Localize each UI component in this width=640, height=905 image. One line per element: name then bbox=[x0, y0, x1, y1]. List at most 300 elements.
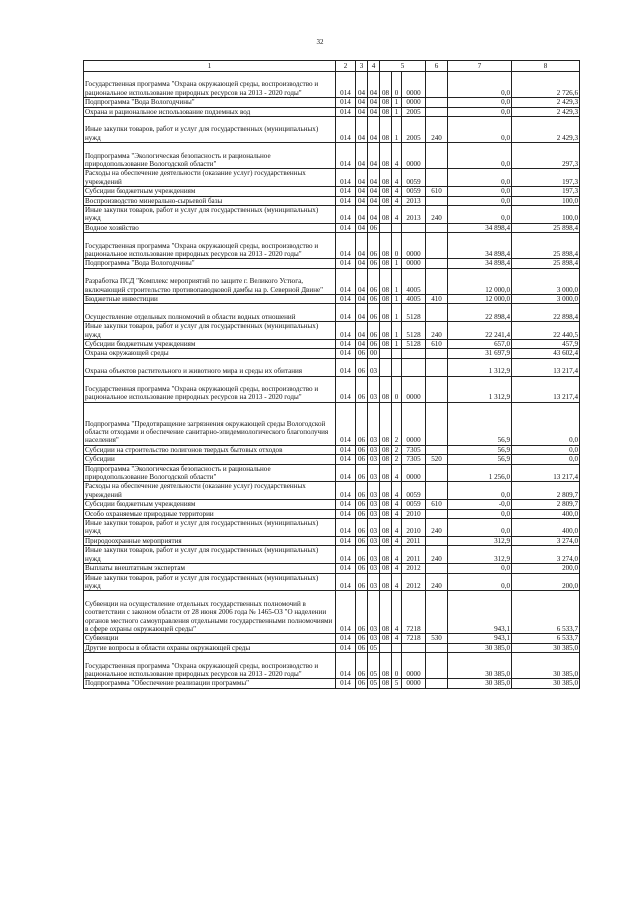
cell-ministry-code: 014 bbox=[336, 268, 356, 294]
cell-expense-type-code bbox=[426, 304, 448, 322]
cell-subsection-code: 04 bbox=[368, 169, 380, 187]
cell-section-code: 06 bbox=[356, 482, 368, 500]
cell-direction-code: 0059 bbox=[402, 482, 426, 500]
row-description: Субвенции на осуществление отдельных государственных полномочий в соответствии с законом области от 28 июня 2006 года № 1465-ОЗ "О наделении органов местного самоуправления отдельными государственными полномочиями в сфере охраны окружающей среды" bbox=[84, 591, 336, 634]
cell-program-code bbox=[380, 349, 392, 358]
table-row bbox=[84, 564, 580, 573]
cell-section-code: 06 bbox=[356, 509, 368, 518]
cell-ministry-code: 014 bbox=[336, 187, 356, 196]
cell-direction-code: 2012 bbox=[402, 564, 426, 573]
cell-amount-2015: 34 898,4 bbox=[448, 223, 512, 232]
cell-amount-2016: 3 000,0 bbox=[512, 295, 580, 304]
cell-program-code: 08 bbox=[380, 509, 392, 518]
cell-amount-2016: 197,3 bbox=[512, 169, 580, 187]
cell-amount-2016: 200,0 bbox=[512, 564, 580, 573]
column-header: 3 bbox=[356, 61, 368, 72]
cell-direction-code: 2013 bbox=[402, 206, 426, 224]
row-description: Охрана окружающей среды bbox=[84, 349, 336, 358]
row-description: Иные закупки товаров, работ и услуг для государственных (муниципальных) нужд bbox=[84, 519, 336, 537]
cell-direction-code: 2005 bbox=[402, 117, 426, 143]
row-description: Разработка ПСД "Комплекс мероприятий по защите г. Великого Устюга, включающий строительство противопаводковой дамбы на р. Северной Двине" bbox=[84, 268, 336, 294]
cell-subprogram-code: 1 bbox=[392, 304, 402, 322]
cell-amount-2015: 34 898,4 bbox=[448, 259, 512, 268]
cell-ministry-code: 014 bbox=[336, 223, 356, 232]
cell-ministry-code: 014 bbox=[336, 304, 356, 322]
row-description: Природоохранные мероприятия bbox=[84, 536, 336, 545]
cell-ministry-code: 014 bbox=[336, 206, 356, 224]
cell-expense-type-code bbox=[426, 509, 448, 518]
cell-ministry-code: 014 bbox=[336, 464, 356, 482]
cell-subprogram-code bbox=[392, 643, 402, 652]
cell-amount-2015: -0,0 bbox=[448, 500, 512, 509]
column-header: 7 bbox=[448, 61, 512, 72]
cell-subsection-code: 06 bbox=[368, 268, 380, 294]
cell-direction-code: 5128 bbox=[402, 340, 426, 349]
cell-subsection-code: 06 bbox=[368, 304, 380, 322]
row-description: Осуществление отдельных полномочий в области водных отношений bbox=[84, 304, 336, 322]
cell-subsection-code: 03 bbox=[368, 509, 380, 518]
cell-direction-code: 0059 bbox=[402, 500, 426, 509]
cell-amount-2016: 22 898,4 bbox=[512, 304, 580, 322]
cell-amount-2016: 457,9 bbox=[512, 340, 580, 349]
cell-program-code: 08 bbox=[380, 322, 392, 340]
cell-section-code: 04 bbox=[356, 169, 368, 187]
cell-subsection-code: 03 bbox=[368, 500, 380, 509]
cell-subsection-code: 03 bbox=[368, 455, 380, 464]
cell-amount-2016: 13 217,4 bbox=[512, 464, 580, 482]
cell-amount-2015: 0,0 bbox=[448, 169, 512, 187]
cell-subprogram-code: 4 bbox=[392, 591, 402, 634]
cell-program-code: 08 bbox=[380, 634, 392, 643]
cell-subsection-code: 06 bbox=[368, 223, 380, 232]
table-row bbox=[84, 376, 580, 402]
cell-subsection-code: 04 bbox=[368, 143, 380, 169]
row-description: Подпрограмма "Обеспечение реализации программы" bbox=[84, 679, 336, 688]
table-row bbox=[84, 643, 580, 652]
cell-program-code: 08 bbox=[380, 143, 392, 169]
cell-program-code: 08 bbox=[380, 98, 392, 107]
cell-subsection-code: 04 bbox=[368, 206, 380, 224]
cell-ministry-code: 014 bbox=[336, 72, 356, 98]
cell-expense-type-code bbox=[426, 349, 448, 358]
cell-amount-2015: 56,9 bbox=[448, 445, 512, 454]
cell-program-code: 08 bbox=[380, 295, 392, 304]
cell-amount-2016: 13 217,4 bbox=[512, 376, 580, 402]
cell-amount-2016: 13 217,4 bbox=[512, 358, 580, 376]
cell-amount-2015: 0,0 bbox=[448, 98, 512, 107]
cell-subprogram-code: 4 bbox=[392, 187, 402, 196]
cell-amount-2016: 197,3 bbox=[512, 187, 580, 196]
row-description: Субсидии бюджетным учреждениям bbox=[84, 340, 336, 349]
cell-amount-2015: 12 000,0 bbox=[448, 295, 512, 304]
cell-amount-2015: 943,1 bbox=[448, 591, 512, 634]
cell-subsection-code: 06 bbox=[368, 259, 380, 268]
cell-subsection-code: 03 bbox=[368, 445, 380, 454]
cell-section-code: 06 bbox=[356, 519, 368, 537]
cell-amount-2015: 1 312,9 bbox=[448, 358, 512, 376]
table-row bbox=[84, 519, 580, 537]
cell-amount-2016: 0,0 bbox=[512, 402, 580, 445]
cell-amount-2016: 30 385,0 bbox=[512, 653, 580, 679]
cell-subsection-code: 03 bbox=[368, 536, 380, 545]
cell-ministry-code: 014 bbox=[336, 143, 356, 169]
cell-amount-2016: 30 385,0 bbox=[512, 643, 580, 652]
cell-amount-2016: 30 385,0 bbox=[512, 679, 580, 688]
cell-subprogram-code: 4 bbox=[392, 143, 402, 169]
row-description: Водное хозяйство bbox=[84, 223, 336, 232]
table-row bbox=[84, 304, 580, 322]
cell-direction-code: 7218 bbox=[402, 634, 426, 643]
cell-subprogram-code: 4 bbox=[392, 482, 402, 500]
page-number: 32 bbox=[316, 38, 324, 46]
cell-subsection-code: 06 bbox=[368, 322, 380, 340]
cell-program-code: 08 bbox=[380, 72, 392, 98]
cell-section-code: 06 bbox=[356, 455, 368, 464]
cell-subprogram-code: 4 bbox=[392, 536, 402, 545]
table-row bbox=[84, 340, 580, 349]
cell-ministry-code: 014 bbox=[336, 546, 356, 564]
cell-subsection-code: 03 bbox=[368, 546, 380, 564]
cell-subprogram-code bbox=[392, 223, 402, 232]
cell-direction-code: 2010 bbox=[402, 509, 426, 518]
table-row bbox=[84, 536, 580, 545]
row-description: Другие вопросы в области охраны окружающей среды bbox=[84, 643, 336, 652]
table-row bbox=[84, 206, 580, 224]
cell-program-code: 08 bbox=[380, 536, 392, 545]
cell-amount-2015: 30 385,0 bbox=[448, 653, 512, 679]
cell-direction-code: 2005 bbox=[402, 107, 426, 116]
cell-section-code: 06 bbox=[356, 573, 368, 591]
cell-expense-type-code bbox=[426, 233, 448, 259]
cell-amount-2016: 0,0 bbox=[512, 455, 580, 464]
cell-subprogram-code: 4 bbox=[392, 634, 402, 643]
cell-program-code: 08 bbox=[380, 233, 392, 259]
table-row bbox=[84, 679, 580, 688]
cell-expense-type-code bbox=[426, 169, 448, 187]
cell-subsection-code: 05 bbox=[368, 679, 380, 688]
cell-program-code: 08 bbox=[380, 482, 392, 500]
cell-subprogram-code: 4 bbox=[392, 196, 402, 205]
table-row bbox=[84, 143, 580, 169]
cell-amount-2015: 22 241,4 bbox=[448, 322, 512, 340]
row-description: Субвенции bbox=[84, 634, 336, 643]
row-description: Особо охраняемые природные территории bbox=[84, 509, 336, 518]
cell-amount-2015: 31 697,9 bbox=[448, 349, 512, 358]
cell-program-code: 08 bbox=[380, 653, 392, 679]
cell-amount-2016: 2 809,7 bbox=[512, 500, 580, 509]
cell-amount-2015: 0,0 bbox=[448, 187, 512, 196]
cell-expense-type-code: 240 bbox=[426, 206, 448, 224]
table-row bbox=[84, 268, 580, 294]
cell-subsection-code: 06 bbox=[368, 233, 380, 259]
cell-amount-2015: 657,0 bbox=[448, 340, 512, 349]
cell-subsection-code: 03 bbox=[368, 358, 380, 376]
cell-expense-type-code bbox=[426, 196, 448, 205]
cell-direction-code: 5128 bbox=[402, 304, 426, 322]
cell-amount-2015: 0,0 bbox=[448, 519, 512, 537]
cell-subsection-code: 03 bbox=[368, 482, 380, 500]
cell-expense-type-code bbox=[426, 445, 448, 454]
cell-direction-code: 4005 bbox=[402, 295, 426, 304]
cell-direction-code: 0000 bbox=[402, 464, 426, 482]
cell-expense-type-code bbox=[426, 482, 448, 500]
cell-direction-code: 0000 bbox=[402, 233, 426, 259]
cell-amount-2016: 22 440,5 bbox=[512, 322, 580, 340]
cell-subsection-code: 05 bbox=[368, 643, 380, 652]
header-row bbox=[84, 61, 580, 72]
cell-subsection-code: 03 bbox=[368, 634, 380, 643]
cell-program-code: 08 bbox=[380, 573, 392, 591]
cell-subprogram-code: 4 bbox=[392, 206, 402, 224]
cell-subsection-code: 00 bbox=[368, 349, 380, 358]
cell-program-code bbox=[380, 643, 392, 652]
table-row bbox=[84, 295, 580, 304]
cell-direction-code: 0000 bbox=[402, 679, 426, 688]
cell-section-code: 04 bbox=[356, 187, 368, 196]
cell-section-code: 06 bbox=[356, 464, 368, 482]
column-header: 6 bbox=[426, 61, 448, 72]
cell-amount-2015: 0,0 bbox=[448, 143, 512, 169]
cell-section-code: 04 bbox=[356, 304, 368, 322]
cell-subsection-code: 03 bbox=[368, 464, 380, 482]
cell-amount-2016: 400,0 bbox=[512, 509, 580, 518]
cell-subsection-code: 04 bbox=[368, 187, 380, 196]
table-row bbox=[84, 573, 580, 591]
row-description: Подпрограмма "Вода Вологодчины" bbox=[84, 98, 336, 107]
cell-subsection-code: 04 bbox=[368, 196, 380, 205]
cell-direction-code: 2010 bbox=[402, 519, 426, 537]
cell-ministry-code: 014 bbox=[336, 536, 356, 545]
cell-ministry-code: 014 bbox=[336, 98, 356, 107]
row-description: Иные закупки товаров, работ и услуг для государственных (муниципальных) нужд bbox=[84, 117, 336, 143]
cell-section-code: 04 bbox=[356, 206, 368, 224]
cell-section-code: 06 bbox=[356, 591, 368, 634]
row-description: Бюджетные инвестиции bbox=[84, 295, 336, 304]
row-description: Субсидии на строительство полигонов твердых бытовых отходов bbox=[84, 445, 336, 454]
table-row bbox=[84, 455, 580, 464]
cell-amount-2015: 0,0 bbox=[448, 573, 512, 591]
cell-program-code: 08 bbox=[380, 169, 392, 187]
cell-subprogram-code: 0 bbox=[392, 72, 402, 98]
cell-ministry-code: 014 bbox=[336, 564, 356, 573]
table-row bbox=[84, 72, 580, 98]
cell-amount-2015: 312,9 bbox=[448, 546, 512, 564]
cell-subsection-code: 04 bbox=[368, 72, 380, 98]
cell-expense-type-code: 410 bbox=[426, 295, 448, 304]
cell-section-code: 04 bbox=[356, 340, 368, 349]
row-description: Иные закупки товаров, работ и услуг для государственных (муниципальных) нужд bbox=[84, 322, 336, 340]
cell-section-code: 04 bbox=[356, 295, 368, 304]
table-row bbox=[84, 358, 580, 376]
cell-ministry-code: 014 bbox=[336, 591, 356, 634]
cell-subprogram-code: 2 bbox=[392, 445, 402, 454]
row-description: Государственная программа "Охрана окружающей среды, воспроизводство и рациональное использование природных ресурсов на 2013 - 2020 годы" bbox=[84, 653, 336, 679]
cell-section-code: 04 bbox=[356, 117, 368, 143]
cell-subprogram-code: 1 bbox=[392, 295, 402, 304]
cell-amount-2015: 30 385,0 bbox=[448, 643, 512, 652]
table-row bbox=[84, 169, 580, 187]
cell-section-code: 06 bbox=[356, 500, 368, 509]
table-row bbox=[84, 464, 580, 482]
cell-direction-code: 7305 bbox=[402, 445, 426, 454]
row-description: Иные закупки товаров, работ и услуг для государственных (муниципальных) нужд bbox=[84, 206, 336, 224]
table-row bbox=[84, 500, 580, 509]
cell-program-code: 08 bbox=[380, 464, 392, 482]
cell-direction-code: 2011 bbox=[402, 546, 426, 564]
cell-expense-type-code bbox=[426, 464, 448, 482]
cell-subprogram-code: 4 bbox=[392, 564, 402, 573]
cell-amount-2016: 25 898,4 bbox=[512, 233, 580, 259]
cell-subsection-code: 03 bbox=[368, 591, 380, 634]
row-description: Расходы на обеспечение деятельности (оказание услуг) государственных учреждений bbox=[84, 482, 336, 500]
table-row bbox=[84, 187, 580, 196]
cell-amount-2015: 34 898,4 bbox=[448, 233, 512, 259]
row-description: Подпрограмма "Вода Вологодчины" bbox=[84, 259, 336, 268]
cell-amount-2016: 3 274,0 bbox=[512, 546, 580, 564]
row-description: Охрана и рациональное использование подземных вод bbox=[84, 107, 336, 116]
row-description: Иные закупки товаров, работ и услуг для государственных (муниципальных) нужд bbox=[84, 546, 336, 564]
cell-section-code: 04 bbox=[356, 322, 368, 340]
cell-section-code: 06 bbox=[356, 643, 368, 652]
row-description: Иные закупки товаров, работ и услуг для государственных (муниципальных) нужд bbox=[84, 573, 336, 591]
cell-subprogram-code: 1 bbox=[392, 117, 402, 143]
cell-ministry-code: 014 bbox=[336, 634, 356, 643]
column-header: 8 bbox=[512, 61, 580, 72]
cell-subsection-code: 06 bbox=[368, 295, 380, 304]
row-description: Субсидии bbox=[84, 455, 336, 464]
cell-amount-2015: 1 312,9 bbox=[448, 376, 512, 402]
cell-amount-2015: 0,0 bbox=[448, 196, 512, 205]
cell-ministry-code: 014 bbox=[336, 349, 356, 358]
cell-direction-code: 0000 bbox=[402, 259, 426, 268]
cell-amount-2015: 312,9 bbox=[448, 536, 512, 545]
cell-expense-type-code: 240 bbox=[426, 519, 448, 537]
table-row bbox=[84, 196, 580, 205]
cell-expense-type-code bbox=[426, 143, 448, 169]
row-description: Подпрограмма "Экологическая безопасность и рациональное природопользование Вологодской области" bbox=[84, 143, 336, 169]
cell-expense-type-code: 240 bbox=[426, 322, 448, 340]
cell-amount-2015: 0,0 bbox=[448, 206, 512, 224]
cell-subsection-code: 06 bbox=[368, 340, 380, 349]
cell-amount-2016: 0,0 bbox=[512, 445, 580, 454]
row-description: Воспроизводство минерально-сырьевой базы bbox=[84, 196, 336, 205]
cell-ministry-code: 014 bbox=[336, 653, 356, 679]
cell-direction-code: 0059 bbox=[402, 169, 426, 187]
cell-amount-2016: 25 898,4 bbox=[512, 259, 580, 268]
cell-amount-2016: 2 429,3 bbox=[512, 107, 580, 116]
cell-amount-2015: 56,9 bbox=[448, 402, 512, 445]
cell-ministry-code: 014 bbox=[336, 445, 356, 454]
cell-section-code: 06 bbox=[356, 679, 368, 688]
cell-ministry-code: 014 bbox=[336, 358, 356, 376]
cell-ministry-code: 014 bbox=[336, 295, 356, 304]
cell-program-code: 08 bbox=[380, 340, 392, 349]
cell-amount-2015: 0,0 bbox=[448, 482, 512, 500]
cell-expense-type-code: 610 bbox=[426, 187, 448, 196]
cell-ministry-code: 014 bbox=[336, 679, 356, 688]
cell-program-code: 08 bbox=[380, 564, 392, 573]
row-description: Государственная программа "Охрана окружающей среды, воспроизводство и рациональное использование природных ресурсов на 2013 - 2020 годы" bbox=[84, 376, 336, 402]
cell-section-code: 06 bbox=[356, 376, 368, 402]
cell-direction-code: 0000 bbox=[402, 98, 426, 107]
cell-program-code bbox=[380, 223, 392, 232]
cell-section-code: 04 bbox=[356, 98, 368, 107]
table-row bbox=[84, 509, 580, 518]
row-description: Государственная программа "Охрана окружающей среды, воспроизводство и рациональное использование природных ресурсов на 2013 - 2020 годы" bbox=[84, 72, 336, 98]
cell-direction-code: 2012 bbox=[402, 573, 426, 591]
cell-subprogram-code: 1 bbox=[392, 98, 402, 107]
table-row bbox=[84, 259, 580, 268]
cell-direction-code: 7305 bbox=[402, 455, 426, 464]
cell-program-code: 08 bbox=[380, 187, 392, 196]
cell-program-code: 08 bbox=[380, 445, 392, 454]
cell-ministry-code: 014 bbox=[336, 322, 356, 340]
cell-program-code: 08 bbox=[380, 206, 392, 224]
cell-ministry-code: 014 bbox=[336, 500, 356, 509]
cell-ministry-code: 014 bbox=[336, 455, 356, 464]
cell-expense-type-code: 240 bbox=[426, 546, 448, 564]
cell-subsection-code: 04 bbox=[368, 107, 380, 116]
row-description: Субсидии бюджетным учреждениям bbox=[84, 187, 336, 196]
cell-section-code: 06 bbox=[356, 402, 368, 445]
cell-subsection-code: 05 bbox=[368, 653, 380, 679]
cell-subprogram-code: 1 bbox=[392, 259, 402, 268]
table-row bbox=[84, 117, 580, 143]
table-body bbox=[84, 72, 580, 689]
cell-section-code: 06 bbox=[356, 546, 368, 564]
row-description: Расходы на обеспечение деятельности (оказание услуг) государственных учреждений bbox=[84, 169, 336, 187]
cell-subprogram-code: 5 bbox=[392, 679, 402, 688]
cell-direction-code: 0000 bbox=[402, 653, 426, 679]
column-header: 5 bbox=[380, 61, 426, 72]
cell-amount-2016: 6 533,7 bbox=[512, 634, 580, 643]
cell-subprogram-code bbox=[392, 349, 402, 358]
cell-amount-2015: 0,0 bbox=[448, 564, 512, 573]
cell-amount-2016: 3 000,0 bbox=[512, 268, 580, 294]
cell-program-code: 08 bbox=[380, 268, 392, 294]
cell-amount-2016: 2 809,7 bbox=[512, 482, 580, 500]
column-header: 2 bbox=[336, 61, 356, 72]
cell-expense-type-code bbox=[426, 259, 448, 268]
cell-subprogram-code: 2 bbox=[392, 402, 402, 445]
cell-expense-type-code bbox=[426, 591, 448, 634]
row-description: Субсидии бюджетным учреждениям bbox=[84, 500, 336, 509]
cell-amount-2016: 2 429,3 bbox=[512, 117, 580, 143]
cell-amount-2015: 56,9 bbox=[448, 455, 512, 464]
cell-amount-2015: 1 256,0 bbox=[448, 464, 512, 482]
cell-subprogram-code: 0 bbox=[392, 233, 402, 259]
cell-ministry-code: 014 bbox=[336, 259, 356, 268]
table-row bbox=[84, 445, 580, 454]
cell-direction-code: 4005 bbox=[402, 268, 426, 294]
cell-ministry-code: 014 bbox=[336, 519, 356, 537]
column-header: 4 bbox=[368, 61, 380, 72]
cell-section-code: 04 bbox=[356, 107, 368, 116]
cell-expense-type-code bbox=[426, 268, 448, 294]
cell-direction-code bbox=[402, 358, 426, 376]
cell-expense-type-code bbox=[426, 72, 448, 98]
cell-subsection-code: 03 bbox=[368, 564, 380, 573]
table-row bbox=[84, 322, 580, 340]
cell-subprogram-code: 0 bbox=[392, 376, 402, 402]
cell-subsection-code: 04 bbox=[368, 98, 380, 107]
cell-section-code: 06 bbox=[356, 564, 368, 573]
cell-amount-2016: 400,0 bbox=[512, 519, 580, 537]
cell-subprogram-code: 4 bbox=[392, 169, 402, 187]
cell-ministry-code: 014 bbox=[336, 482, 356, 500]
cell-program-code: 08 bbox=[380, 196, 392, 205]
row-description: Выплаты внештатным экспертам bbox=[84, 564, 336, 573]
